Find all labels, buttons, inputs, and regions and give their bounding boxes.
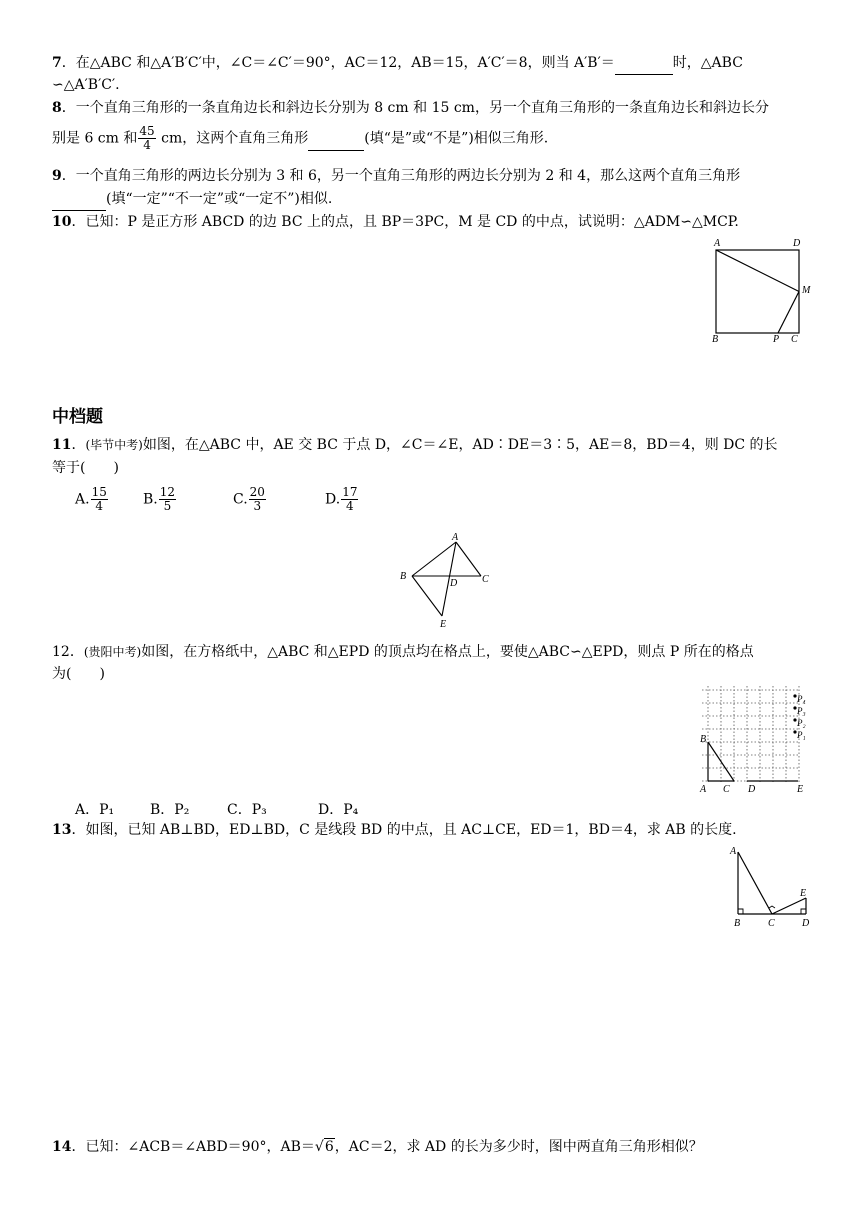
question-number: 12 [52,644,70,660]
denominator: 4 [95,499,104,513]
option-d[interactable]: D．P₄ [318,802,359,818]
label-a: A [700,784,707,795]
sqrt-radicand: 6 [324,1139,334,1155]
label-d: D [793,238,801,249]
question-12-line2: 为( ) [52,666,105,682]
option-c[interactable]: C．P₃ [227,802,267,818]
answer-blank [615,52,673,75]
fraction [159,486,176,513]
question-text: 如图，在△ABC 中，AE 交 BC 于点 D，∠C＝∠E，AD∶DE＝3∶5，AE＝8，BD＝4，则 DC 的长 [142,437,778,453]
question-text: ．如图，已知 AB⊥BD，ED⊥BD，C 是线段 BD 的中点，且 AC⊥CE，ED＝1，BD＝4，求 AB 的长度. [71,822,737,838]
label-d: D [748,784,756,795]
question-text: ．一个直角三角形的一条直角边长和斜边长分别为 8 cm 和 15 cm，另一个直角三角形的一条直角边长和斜边长分 [61,100,769,116]
grid-lines [702,686,799,783]
denominator: 3 [253,499,262,513]
option-letter: A. [75,491,90,508]
option-d[interactable] [325,486,359,513]
label-c: C [482,574,489,585]
label-b: B [712,334,719,344]
denominator: 4 [346,499,354,513]
label-c: C [768,918,775,929]
section-heading: 中档题 [52,407,103,427]
segment-ba [412,542,456,576]
denominator: 5 [163,499,172,513]
option-b[interactable]: B．P₂ [150,802,190,818]
segment-be [412,576,442,616]
option-c[interactable] [233,486,267,513]
numerator: 12 [159,485,176,499]
question-number: 11 [52,437,72,453]
label-p1: P₁ [797,730,806,740]
label-a: A [714,238,721,249]
label-p2: P₂ [797,718,806,728]
question-number: 7 [52,55,62,71]
label-b: B [700,734,707,745]
fraction [341,486,358,513]
question-number: 14 [52,1139,72,1155]
question-9 [52,165,812,187]
label-e: E [440,619,447,630]
question-text: ．在△ABC 和△A′B′C′中，∠C＝∠C′＝90°，AC＝12，AB＝15，A′C′＝8，则当 A′B′＝ [61,55,615,71]
segment-ac [456,542,481,576]
fraction [138,125,155,152]
question-7-line2: ∽△A′B′C′. [52,77,120,93]
label-p3: P₃ [797,706,806,716]
label-p: P [773,334,780,344]
square-abcd [716,250,799,333]
label-a: A [730,846,737,857]
label-p4: P₄ [797,694,806,704]
source-note: (毕节中考) [85,438,143,452]
fraction [91,486,108,513]
numerator: 45 [139,124,155,138]
question-text: 时，△ABC [672,55,743,71]
numerator: 15 [91,485,107,499]
label-d: D [802,918,810,929]
right-angle-mark-c [769,906,775,908]
question-text: ．已知：P 是正方形 ABCD 的边 BC 上的点，且 BP＝3PC，M 是 CD 的中点，试说明：△ADM∽△MCP. [71,214,739,230]
answer-blank [52,188,106,211]
option-a[interactable] [75,486,109,513]
question-number: 9 [52,168,62,184]
segment-bc [708,742,734,781]
question-text: (填“是”或“不是”)相似三角形. [364,130,549,147]
question-11-line2: 等于( ) [52,460,119,476]
question-text: ．已知：∠ACB＝∠ABD＝90°，AB＝ [71,1139,315,1155]
question-text: 别是 6 cm 和 [52,130,138,147]
numerator: 20 [249,485,265,499]
question-9-line2 [52,188,812,211]
segment-am [716,250,799,292]
right-angle-mark-d [801,909,806,914]
option-b[interactable] [143,486,177,513]
label-e: E [800,888,807,899]
question-dot: ． [71,437,86,453]
question-8 [52,97,812,119]
question-10 [52,211,812,233]
label-d: D [450,578,458,589]
question-number: 8 [52,100,62,116]
question-text: cm，这两个直角三角形 [156,130,309,147]
question-text: 如图，在方格纸中，△ABC 和△EPD 的顶点均在格点上，要使△ABC∽△EPD，则点 P 所在的格点 [141,644,754,660]
source-note: (贵阳中考) [83,645,142,659]
label-m: M [802,285,811,296]
label-b: B [734,918,741,929]
answer-blank [308,128,364,151]
question-7 [52,52,812,75]
label-b: B [400,571,407,582]
sqrt-symbol: √ [314,1139,324,1155]
question-text: ，AC＝2，求 AD 的长为多少时，图中两直角三角形相似？ [334,1139,703,1155]
right-angle-mark-b [738,909,743,914]
option-letter: D. [325,491,341,508]
question-text: ．一个直角三角形的两边长分别为 3 和 6，另一个直角三角形的两边长分别为 2 和 4，那么这两个直角三角形 [61,168,741,184]
right-angle-figure-13 [726,842,818,934]
question-12 [52,641,812,663]
option-letter: C. [233,491,248,508]
option-letter: B. [143,491,158,508]
label-a: A [452,532,459,543]
question-8-line2 [52,125,812,152]
fraction [249,486,266,513]
question-dot: ． [69,644,84,660]
question-text: (填“一定”“不一定”或“一定不”)相似. [106,191,333,207]
option-a[interactable]: A．P₁ [75,802,115,818]
numerator: 17 [342,485,358,499]
question-13 [52,819,812,841]
segment-mp [778,292,799,334]
question-number: 10 [52,214,72,230]
question-14 [52,1136,812,1158]
denominator: 4 [143,138,151,152]
segment-ac [738,852,772,914]
label-e: E [797,784,804,795]
question-number: 13 [52,822,72,838]
square-figure [705,236,817,344]
question-11 [52,434,812,456]
label-c: C [723,784,730,795]
grid-figure-12 [698,684,814,796]
triangle-figure-11 [396,532,496,632]
label-c: C [791,334,798,344]
